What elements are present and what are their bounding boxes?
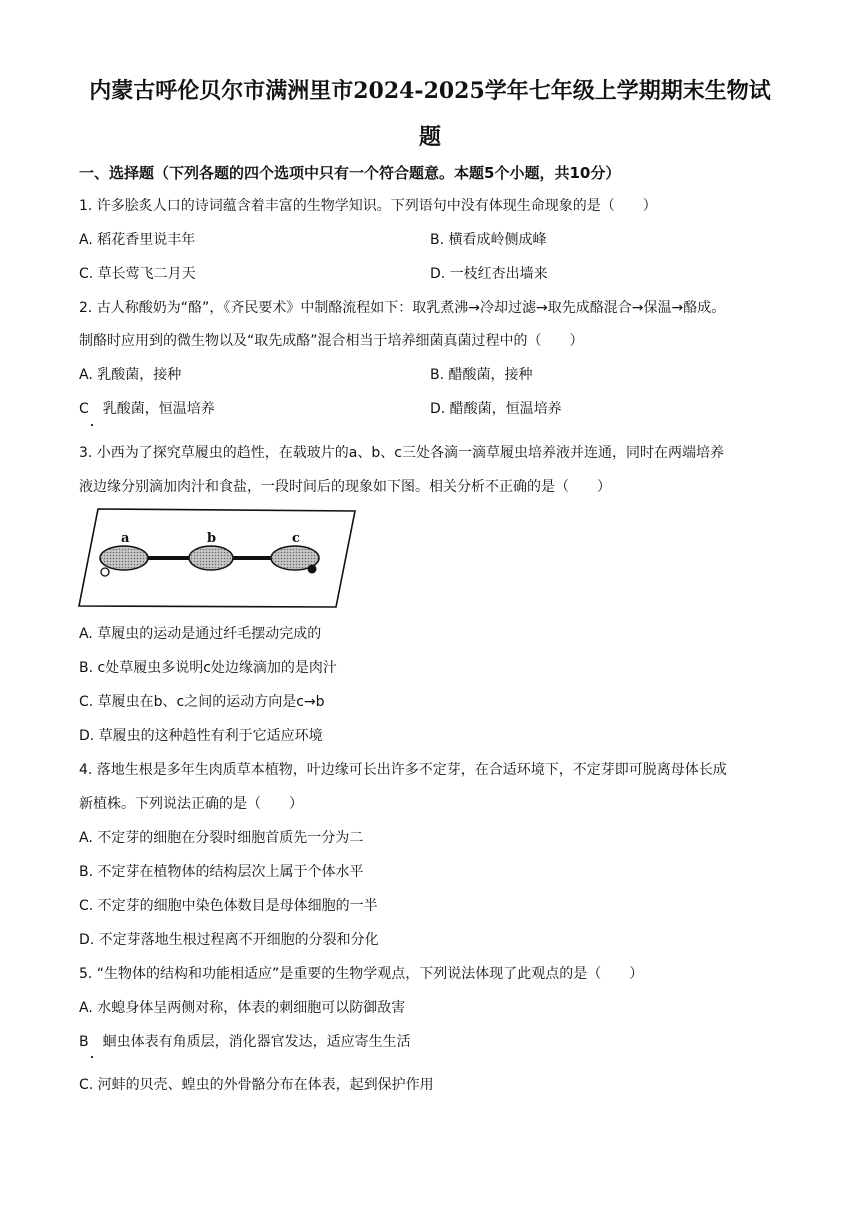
- ocr-dot-mark: [91, 424, 93, 426]
- q3-option-b: B. c处草履虫多说明c处边缘滴加的是肉汁: [79, 660, 337, 676]
- left-edge-drop: [101, 568, 109, 576]
- q5-option-a: A. 水螅身体呈两侧对称，体表的刺细胞可以防御敌害: [79, 1000, 406, 1016]
- q1-option-d: D. 一枝红杏出墙来: [430, 266, 548, 282]
- q2-option-a: A. 乳酸菌，接种: [79, 367, 182, 383]
- q3-option-d: D. 草履虫的这种趋性有利于它适应环境: [79, 728, 323, 744]
- drop-a: [100, 546, 148, 570]
- label-b: b: [207, 531, 217, 546]
- drop-b: [189, 546, 233, 570]
- right-edge-drop: [308, 565, 317, 574]
- q2-option-c: C 乳酸菌，恒温培养: [79, 401, 215, 417]
- q1-option-a: A. 稻花香里说丰年: [79, 232, 196, 248]
- q2-stem-line-1: 2. 古人称酸奶为“酪”，《齐民要术》中制酪流程如下：取乳煮沸→冷却过滤→取先成酪混合→保温→酪成。: [79, 300, 726, 316]
- q3-stem-line-1: 3. 小西为了探究草履虫的趋性，在载玻片的a、b、c三处各滴一滴草履虫培养液并连通，同时在两端培养: [79, 445, 724, 461]
- q4-stem-line-1: 4. 落地生根是多年生肉质草本植物，叶边缘可长出许多不定芽，在合适环境下，不定芽即可脱离母体长成: [79, 762, 727, 778]
- q1-option-b: B. 横看成岭侧成峰: [430, 232, 547, 248]
- label-a: a: [121, 531, 130, 546]
- q2-stem-line-2: 制酪时应用到的微生物以及“取先成酪”混合相当于培养细菌真菌过程中的（ ）: [79, 333, 584, 349]
- ocr-dot-mark: [91, 1056, 93, 1058]
- q5-option-b: B 蛔虫体表有角质层，消化器官发达，适应寄生生活: [79, 1034, 411, 1050]
- q4-stem-line-2: 新植株。下列说法正确的是（ ）: [79, 796, 303, 812]
- slide-diagram: [76, 506, 358, 610]
- q4-option-b: B. 不定芽在植物体的结构层次上属于个体水平: [79, 864, 364, 880]
- q3-option-c: C. 草履虫在b、c之间的运动方向是c→b: [79, 694, 325, 710]
- q4-option-d: D. 不定芽落地生根过程离不开细胞的分裂和分化: [79, 932, 379, 948]
- q1-option-c: C. 草长莺飞二月天: [79, 266, 196, 282]
- q4-option-c: C. 不定芽的细胞中染色体数目是母体细胞的一半: [79, 898, 378, 914]
- label-c: c: [292, 531, 300, 546]
- q2-option-b: B. 醋酸菌，接种: [430, 367, 533, 383]
- q5-stem: 5. “生物体的结构和功能相适应”是重要的生物学观点，下列说法体现了此观点的是（ ）: [79, 966, 644, 982]
- q4-option-a: A. 不定芽的细胞在分裂时细胞首质先一分为二: [79, 830, 364, 846]
- document-title: [60, 68, 800, 160]
- section-heading: 一、选择题（下列各题的四个选项中只有一个符合题意。本题5个小题，共10分）: [79, 164, 621, 182]
- q5-option-c: C. 河蚌的贝壳、蝗虫的外骨骼分布在体表，起到保护作用: [79, 1077, 434, 1093]
- q3-stem-line-2: 液边缘分别滴加肉汁和食盐，一段时间后的现象如下图。相关分析不正确的是（ ）: [79, 479, 611, 495]
- q3-option-a: A. 草履虫的运动是通过纤毛摆动完成的: [79, 626, 322, 642]
- paramecium-slide-figure: [76, 506, 358, 614]
- title-line-2: 题: [418, 124, 441, 150]
- title-line-1: 内蒙古呼伦贝尔市满洲里市2024-2025学年七年级上学期期末生物试: [89, 78, 771, 104]
- q2-option-d: D. 醋酸菌，恒温培养: [430, 401, 562, 417]
- q1-stem: 1. 许多脍炙人口的诗词蕴含着丰富的生物学知识。下列语句中没有体现生命现象的是（ ）: [79, 198, 657, 214]
